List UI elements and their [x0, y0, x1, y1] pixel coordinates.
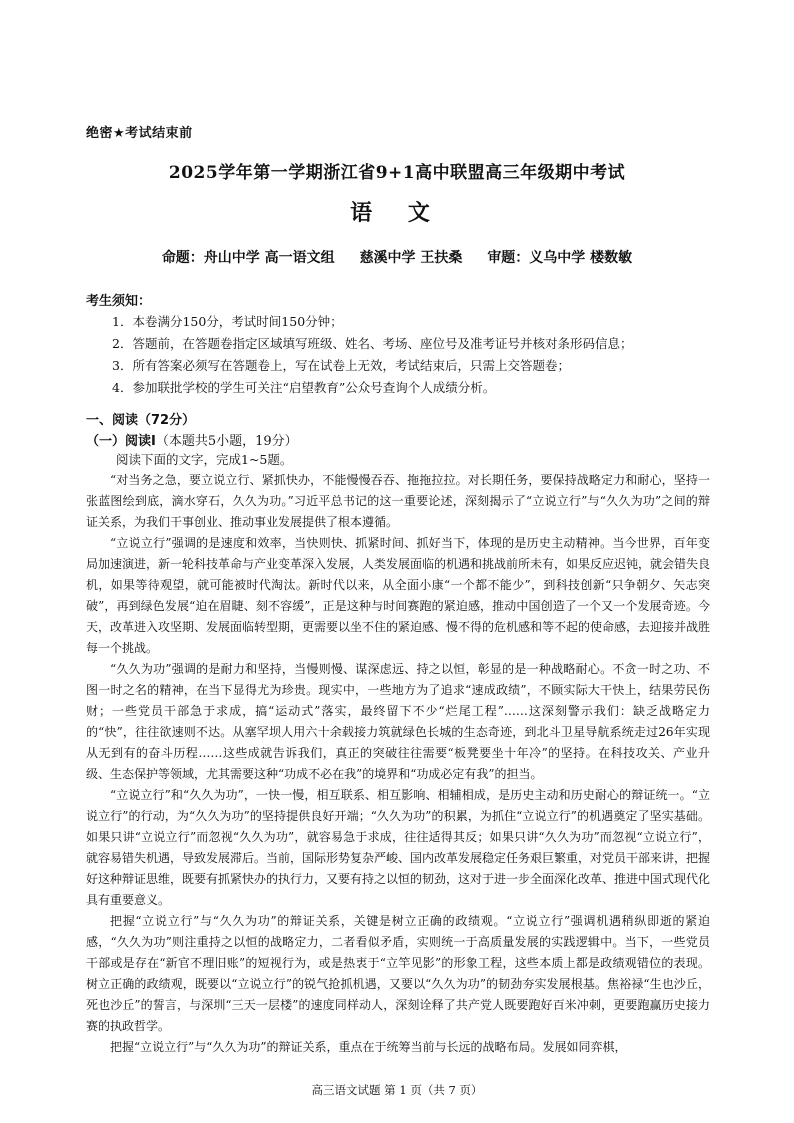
reading-instruction: 阅读下面的文字，完成1~5题。 — [116, 452, 293, 467]
passage-paragraph: 把握“立说立行”与“久久为功”的辩证关系，重点在于统筹当前与长远的战略布局。发展如同弈棋， — [110, 1040, 627, 1054]
page-footer: 高三语文试题 第 1 页（共 7 页） — [311, 1083, 483, 1097]
notice-item: 3．所有答案必须写在答题卷上，写在试卷上无效，考试结束后，只需上交答题卷； — [112, 358, 570, 373]
author-line — [0, 247, 794, 267]
exam-title: 2025学年第一学期浙江省9+1高中联盟高三年级期中考试 — [168, 163, 626, 183]
secret-label: 绝密★考试结束前 — [86, 126, 193, 141]
notice-list — [112, 311, 632, 399]
passage-paragraph: 把握“立说立行”与“久久为功”的辩证关系，关键是树立正确的政绩观。“立说立行”强调机遇稍纵即逝的紧迫感，“久久为功”则注重持之以恒的战略定力，二者看似矛盾，实则统一于高质量发展的实践逻辑中。当下，一些党员干部或是存在“新官不理旧账”的短视行为，或是热衷于“立竿见影”的形象工程，这些本质上都是政绩观错位的表现。树立正确的政绩观，既要以“立说立行”的锐气抢抓机遇，又要以“久久为功”的韧劲夯实发展根基。焦裕禄“生也沙丘，死也沙丘”的誓言，与深圳“三天一层楼”的速度同样动人，深刻诠释了共产党人既要跑好百米冲刺，更要跑赢历史接力赛的执政哲学。 — [86, 914, 710, 1033]
passage-paragraph: “立说立行”和“久久为功”，一快一慢，相互联系、相互影响、相辅相成，是历史主动和历史耐心的辩证统一。“立说立行”的行动，为“久久为功”的坚持提供良好开端；“久久为功”的积累，为抓住“立说立行”的机遇奠定了坚实基础。如果只讲“立说立行”而忽视“久久为功”，就容易急于求成，往往适得其反；如果只讲“久久为功”而忽视“立说立行”，就容易错失机遇，导致发展滞后。当前，国际形势复杂严峻、国内改革发展稳定任务艰巨繁重，对党员干部来讲，把握好这种辩证思维，既要有抓紧快办的执行力，又要有持之以恒的韧劲，这对于进一步全面深化改革、推进中国式现代化具有重要意义。 — [86, 788, 711, 907]
section-title: 一、阅读（72分） — [86, 413, 196, 428]
setters-group: 命题：舟山中学 高一语文组 — [161, 250, 335, 266]
reviewer: 审题：义乌中学 楼数敏 — [487, 250, 633, 266]
subsection-title — [86, 430, 298, 449]
notice-item: 2．答题前，在答题卷指定区域填写班级、姓名、考场、座位号及准考证号并核对条形码信息； — [112, 336, 633, 351]
reading-passage — [86, 470, 710, 1058]
subsection-detail: （本题共5小题，19分） — [155, 434, 298, 449]
notice-heading: 考生须知： — [86, 294, 152, 309]
notice-item: 4．参加联批学校的学生可关注“启望教育”公众号查询个人成绩分析。 — [112, 380, 496, 395]
subsection-label: （一）阅读Ⅰ — [86, 434, 156, 449]
setter-individual: 慈溪中学 王扶桑 — [359, 250, 463, 266]
passage-paragraph: “久久为功”强调的是耐力和坚持，当慢则慢、谋深虑远、持之以恒，彰显的是一种战略耐心。不贪一时之功、不图一时之名的精神，在当下显得尤为珍贵。现实中，一些地方为了追求“速成政绩”，不顾实际大干快上，结果劳民伤财；一些党员干部急于求成，搞“运动式”落实，最终留下不少“烂尾工程”……这深刻警示我们：缺乏战略定力的“快”，往往欲速则不达。从塞罕坝人用六十余载接力筑就绿色长城的生态奇迹，到北斗卫星导航系统走过26年实现从无到有的奋斗历程……这些成就告诉我们，真正的突破往往需要“板凳要坐十年冷”的坚持。在科技攻关、产业升级、生态保护等领域，尤其需要这种“功成不必在我”的境界和“功成必定有我”的担当。 — [86, 662, 710, 781]
notice-item: 1．本卷满分150分，考试时间150分钟； — [112, 314, 343, 329]
passage-paragraph: “立说立行”强调的是速度和效率，当快则快、抓紧时间、抓好当下，体现的是历史主动精神。当今世界，百年变局加速演进，新一轮科技革命与产业变革深入发展，人类发展面临的机遇和挑战前所未有，如果反应迟钝，就会错失良机，如果等待观望，就可能被时代淘汰。新时代以来，从全面小康“一个都不能少”，到科技创新“只争朝夕、矢志突破”，再到绿色发展“迫在眉睫、刻不容缓”，正是这种与时间赛跑的紧迫感，推动中国创造了一个又一个发展奇迹。今天，改革进入攻坚期、发展面临转型期，更需要以坐不住的紧迫感、慢不得的危机感和等不起的使命感，去迎接并战胜每一个挑战。 — [86, 536, 711, 655]
passage-paragraph: “对当务之急，要立说立行、紧抓快办，不能慢慢吞吞、拖拖拉拉。对长期任务，要保持战略定力和耐心，坚持一张蓝图绘到底，滴水穿石，久久为功。”习近平总书记的这一重要论述，深刻揭示了“立说立行”与“久久为功”之间的辩证关系，为我们干事创业、推动事业发展提供了根本遵循。 — [86, 473, 710, 529]
subject-title: 语 文 — [350, 200, 444, 226]
